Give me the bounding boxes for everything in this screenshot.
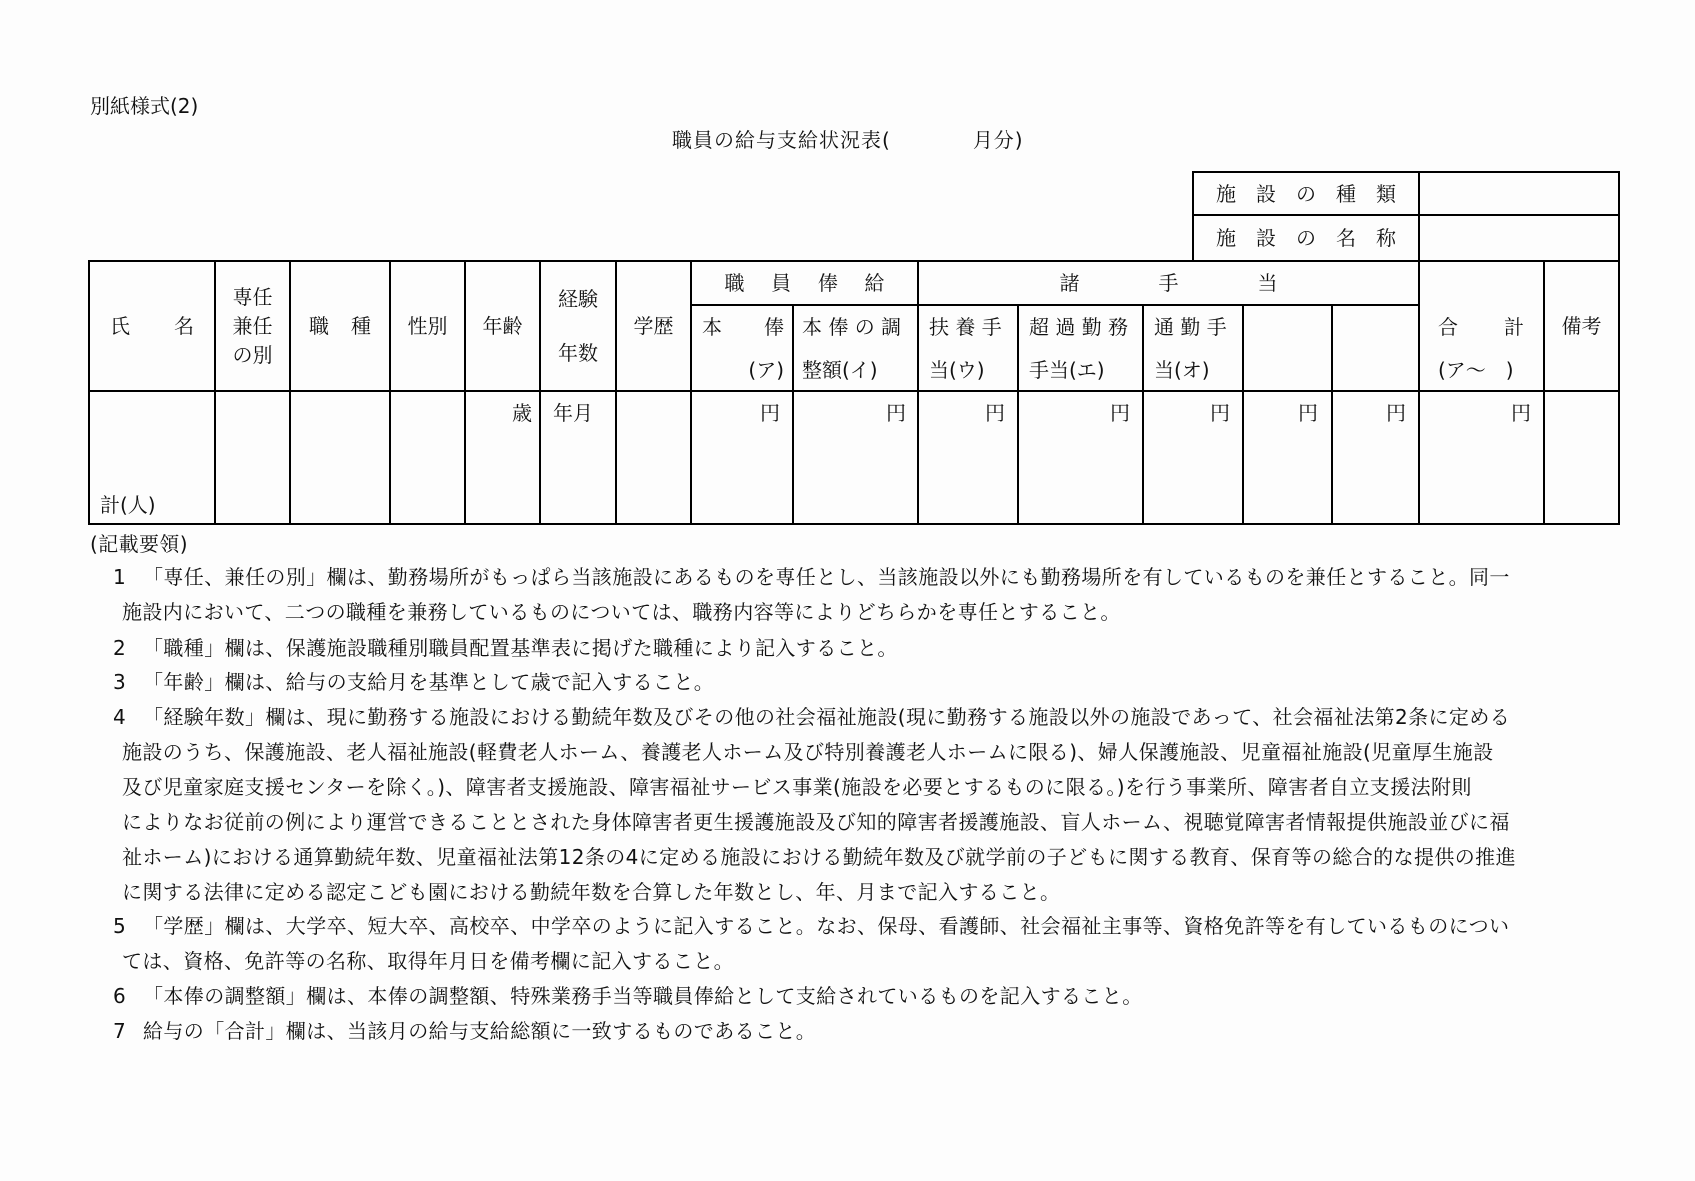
total-people-label: 計(人) <box>100 493 156 517</box>
document-title <box>672 129 1024 151</box>
header-text: 給 <box>864 271 885 295</box>
header-text: 諸 <box>1059 271 1080 295</box>
title-prefix: 職員の給与支給状況表( <box>672 128 891 152</box>
header-text: 職 <box>309 314 329 338</box>
note-line: 「職種」欄は、保護施設職種別職員配置基準表に掲げた職種により記入すること。 <box>143 636 898 660</box>
commute-yen: 円 <box>1210 401 1230 425</box>
header-fulltime-parttime <box>216 262 289 390</box>
header-text: 本 <box>702 315 722 339</box>
note-line: によりなお従前の例により運営できることとされた身体障害者更生援護施設及び知的障害者援護施設、盲人ホーム、視聴覚障害者情報提供施設並びに福 <box>122 810 1510 834</box>
note-number: 1 <box>113 565 126 589</box>
header-education: 学歴 <box>633 314 674 338</box>
divider <box>88 523 1620 525</box>
divider <box>1017 304 1019 525</box>
facility-name-field[interactable] <box>1420 216 1618 260</box>
header-salary-group <box>692 262 917 304</box>
facility-type-field[interactable] <box>1420 173 1618 214</box>
header-blank-2[interactable] <box>1333 306 1418 390</box>
header-base-adjustment <box>802 316 901 381</box>
header-commute-allowance <box>1154 316 1227 381</box>
header-text: (ア) <box>748 358 784 382</box>
title-suffix: 月分) <box>972 128 1024 152</box>
note-line: 「学歴」欄は、大学卒、短大卒、高校卒、中学卒のように記入すること。なお、保母、看護師、社会福祉主事等、資格免許等を有しているものについ <box>143 914 1510 938</box>
note-line: 施設内において、二つの職種を兼務しているものについては、職務内容等によりどちらかを専任とすること。 <box>122 600 1121 624</box>
header-text: 超 過 勤 務 <box>1029 315 1129 339</box>
divider <box>88 390 1620 392</box>
overtime-yen: 円 <box>1110 401 1130 425</box>
note-number: 7 <box>113 1019 126 1043</box>
note-line: 施設のうち、保護施設、老人福祉施設(軽費老人ホーム、養護老人ホーム及び特別養護老人ホームに限る)、婦人保護施設、児童福祉施設(児童厚生施設 <box>122 740 1494 764</box>
note-line: 及び児童家庭支援センターを除く。)、障害者支援施設、障害福祉サービス事業(施設を必要とするものに限る。)を行う事業所、障害者自立支援法附則 <box>122 775 1472 799</box>
header-text: 種 <box>351 314 371 338</box>
header-text: 員 <box>771 271 792 295</box>
facility-name-label: 施 設 の 名 称 <box>1216 226 1396 250</box>
experience-unit: 年月 <box>553 401 593 425</box>
header-text: 俸 <box>764 315 784 339</box>
header-base-salary <box>702 316 784 381</box>
note-line: 祉ホーム)における通算勤続年数、児童福祉法第12条の4に定める施設における勤続年数及び就学前の子どもに関する教育、保育等の総合的な提供の推進 <box>122 845 1516 869</box>
header-text: 合 <box>1438 315 1458 339</box>
note-number: 5 <box>113 914 126 938</box>
header-text: 整額(イ) <box>802 358 878 382</box>
facility-type-label: 施 設 の 種 類 <box>1216 181 1396 206</box>
header-overtime-allowance <box>1029 316 1128 381</box>
divider <box>792 304 794 525</box>
header-name-1: 氏 <box>110 314 130 338</box>
note-line: ては、資格、免許等の名称、取得年月日を備考欄に記入すること。 <box>122 949 734 973</box>
note-line: 「年齢」欄は、給与の支給月を基準として歳で記入すること。 <box>143 670 715 694</box>
base-adjustment-yen: 円 <box>886 401 906 425</box>
header-dependents-allowance <box>929 316 1002 381</box>
note-number: 6 <box>113 984 126 1008</box>
header-name-2: 名 <box>174 314 194 338</box>
divider <box>1142 304 1144 525</box>
note-line: に関する法律に定める認定こども園における勤続年数を合算した年数とし、年、月まで記入すること。 <box>122 880 1061 904</box>
header-text: 本 俸 の 調 <box>802 315 902 339</box>
header-text: (ア〜 ) <box>1438 358 1514 382</box>
header-text: 手当(エ) <box>1029 358 1105 382</box>
header-text: 当 <box>1257 271 1278 295</box>
note-number: 3 <box>113 670 126 694</box>
base-salary-yen: 円 <box>760 401 780 425</box>
note-line: 「専任、兼任の別」欄は、勤務場所がもっぱら当該施設にあるものを専任とし、当該施設以外にも勤務場所を有しているものを兼任とすること。同一 <box>143 565 1510 589</box>
header-text: 当(ウ) <box>929 358 985 382</box>
header-job-type <box>291 262 389 390</box>
header-age: 年齢 <box>482 314 523 338</box>
header-text: 手 <box>1158 271 1179 295</box>
header-remarks: 備考 <box>1561 314 1602 338</box>
total-yen: 円 <box>1511 401 1531 425</box>
header-text: 年数 <box>558 341 598 365</box>
header-text: 専任 <box>232 284 273 309</box>
notes-heading: (記載要領) <box>90 532 189 556</box>
header-total <box>1438 316 1524 381</box>
header-blank-1[interactable] <box>1244 306 1331 390</box>
divider <box>1418 260 1420 525</box>
header-text: 兼任 <box>232 313 273 338</box>
note-line: 給与の「合計」欄は、当該月の給与支給総額に一致するものであること。 <box>143 1019 817 1043</box>
divider <box>1618 260 1620 525</box>
age-unit: 歳 <box>512 401 532 425</box>
form-label: 別紙様式(2) <box>90 94 199 118</box>
divider <box>88 260 90 525</box>
header-text: 俸 <box>817 271 838 295</box>
note-number: 2 <box>113 636 126 660</box>
header-text: の別 <box>232 342 273 367</box>
header-text: 扶 養 手 <box>929 315 1002 339</box>
header-name <box>110 262 194 390</box>
note-number: 4 <box>113 705 126 729</box>
header-sex: 性別 <box>407 314 448 338</box>
header-allowance-group <box>919 262 1418 304</box>
header-text: 経験 <box>558 287 598 311</box>
header-text: 職 <box>724 271 745 295</box>
note-line: 「経験年数」欄は、現に勤務する施設における勤続年数及びその他の社会福祉施設(現に勤務する施設以外の施設であって、社会福祉法第2条に定める <box>143 705 1511 729</box>
header-text: 当(オ) <box>1154 358 1210 382</box>
blank1-yen: 円 <box>1298 401 1318 425</box>
blank2-yen: 円 <box>1386 401 1406 425</box>
header-text: 通 勤 手 <box>1154 315 1227 339</box>
header-text: 計 <box>1504 315 1524 339</box>
divider <box>1618 171 1620 261</box>
dependents-yen: 円 <box>985 401 1005 425</box>
note-line: 「本俸の調整額」欄は、本俸の調整額、特殊業務手当等職員俸給として支給されているものを記入すること。 <box>143 984 1143 1008</box>
header-experience <box>541 262 615 390</box>
